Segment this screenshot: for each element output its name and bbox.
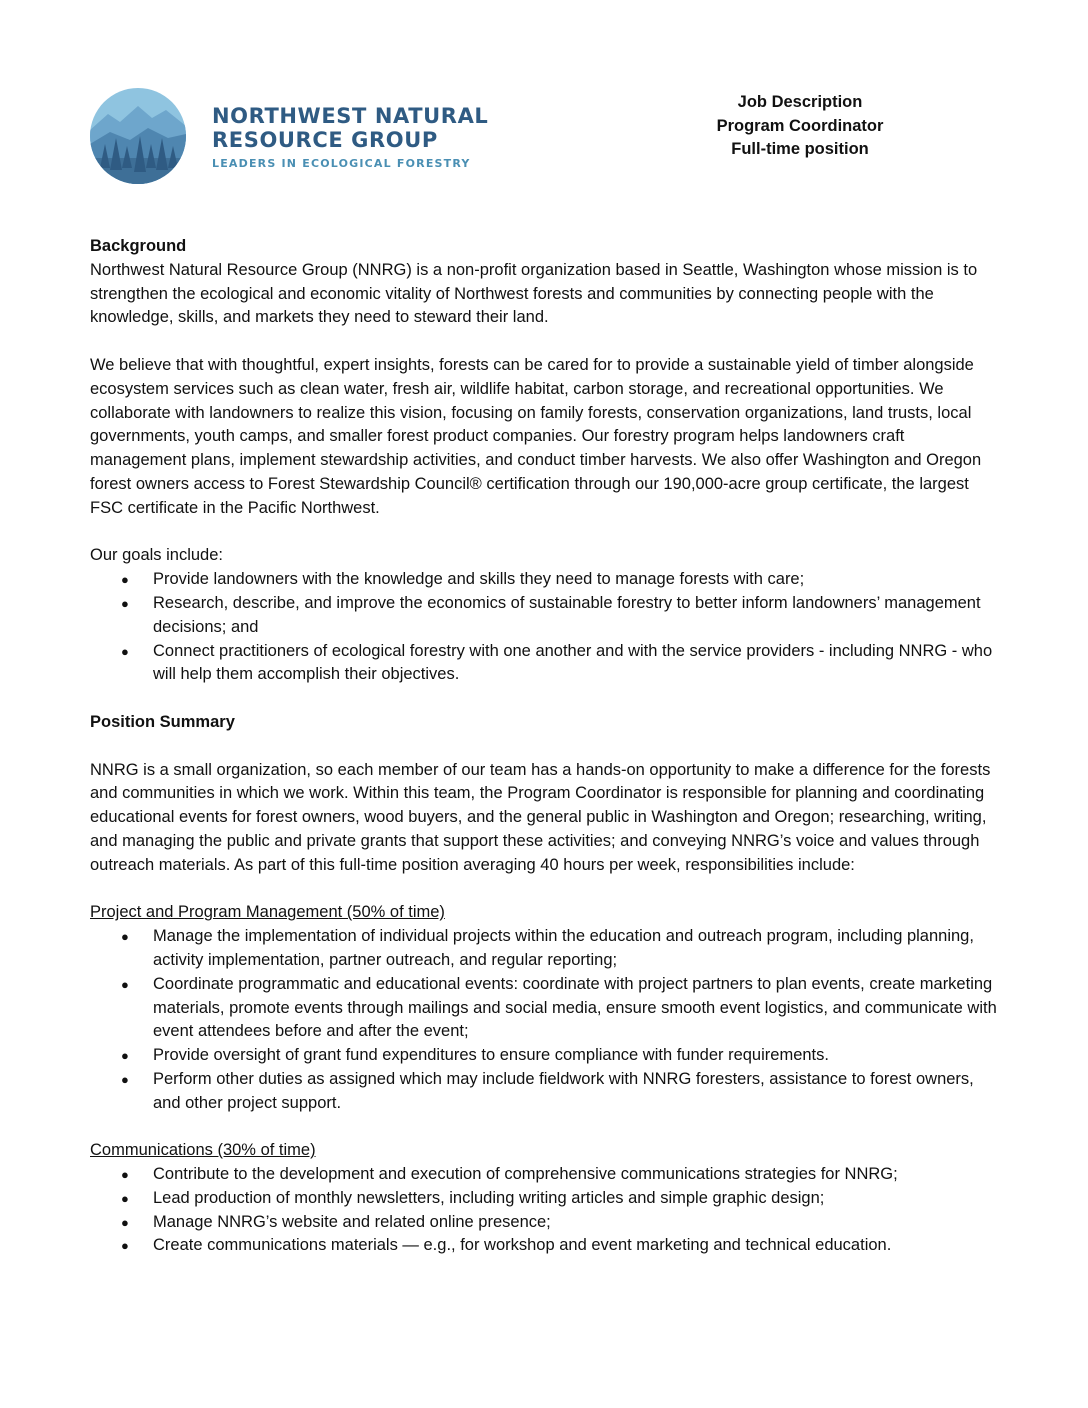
goals-list xyxy=(90,568,1002,687)
communications-heading: Communications (30% of time) xyxy=(90,1141,316,1160)
background-paragraph-2: We believe that with thoughtful, expert insights, forests can be cared for to provide a sustainable yield of timber alongside ecosystem services such as clean water, fresh air, wildlife habitat, carbon storage, and recreational opportunities. We collaborate with landowners to realize this vision, focusing on family forests, conservation organizations, land trusts, local governments, youth camps, and smaller forest product companies. Our forestry program helps landowners craft management plans, implement stewardship activities, and conduct timber harvests. We also offer Washington and Oregon forest owners access to Forest Stewardship Council® certification through our 190,000-acre group certificate, the largest FSC certificate in the Pacific Northwest. xyxy=(90,355,982,517)
list-item: ● Provide landowners with the knowledge and skills they need to manage forests with care; xyxy=(90,568,1002,592)
list-item: ● Connect practitioners of ecological forestry with one another and with the service providers - including NNRG - who will help them accomplish their objectives. xyxy=(90,640,1002,688)
job-header-line-3: Full-time position xyxy=(731,140,869,158)
communications-list xyxy=(90,1163,1002,1258)
list-item: ● Create communications materials — e.g., for workshop and event marketing and technical education. xyxy=(90,1234,1002,1258)
logo-tagline: LEADERS IN ECOLOGICAL FORESTRY xyxy=(212,157,471,170)
background-heading: Background xyxy=(90,237,187,255)
project-management-list xyxy=(90,925,1002,1115)
position-summary-paragraph: NNRG is a small organization, so each member of our team has a hands-on opportunity to make a difference for the forests and communities in which we work. Within this team, the Program Coordinator is responsible for planning and coordinating educational events for forest owners, wood buyers, and the general public in Washington and Oregon; researching, writing, and managing the public and private grants that support these activities; and conveying NNRG’s voice and values through outreach materials. As part of this full-time position averaging 40 hours per week, responsibilities include: xyxy=(90,760,991,874)
position-summary-heading: Position Summary xyxy=(90,712,235,731)
logo-wordmark xyxy=(212,104,488,170)
organization-logo xyxy=(90,88,510,188)
background-paragraph-1: Northwest Natural Resource Group (NNRG) is a non-profit organization based in Seattle, Washington whose mission is to strengthen the ecological and economic vitality of Northwest forests and communities by connecting people with the knowledge, skills, and markets they need to steward their land. xyxy=(90,260,978,327)
document-body xyxy=(90,235,1002,1258)
list-item: ● Lead production of monthly newsletters, including writing articles and simple graphic design; xyxy=(90,1187,1002,1211)
list-item: ● Research, describe, and improve the economics of sustainable forestry to better inform landowners’ management decisions; and xyxy=(90,592,1002,640)
forest-mountain-logo-icon xyxy=(90,88,186,184)
list-item: ● Coordinate programmatic and educational events: coordinate with project partners to plan events, create marketing materials, promote events through mailings and social media, ensure smooth event logistics, and communicate with event attendees before and after the event; xyxy=(90,973,1002,1044)
goals-intro: Our goals include: xyxy=(90,546,223,565)
job-header-line-1: Job Description xyxy=(737,93,863,111)
list-item: ● Perform other duties as assigned which may include fieldwork with NNRG foresters, assistance to forest owners, and other project support. xyxy=(90,1068,1002,1116)
job-title-block xyxy=(690,91,910,162)
list-item: ● Contribute to the development and execution of comprehensive communications strategies for NNRG; xyxy=(90,1163,1002,1187)
list-item: ● Manage NNRG’s website and related online presence; xyxy=(90,1211,1002,1235)
project-management-heading: Project and Program Management (50% of time) xyxy=(90,903,445,922)
job-header-line-2: Program Coordinator xyxy=(716,116,884,135)
logo-line-1: NORTHWEST NATURAL xyxy=(212,104,489,128)
logo-line-2: RESOURCE GROUP xyxy=(212,128,438,152)
list-item: ● Provide oversight of grant fund expenditures to ensure compliance with funder requirements. xyxy=(90,1044,1002,1068)
list-item: ● Manage the implementation of individual projects within the education and outreach program, including planning, activity implementation, partner outreach, and regular reporting; xyxy=(90,925,1002,973)
